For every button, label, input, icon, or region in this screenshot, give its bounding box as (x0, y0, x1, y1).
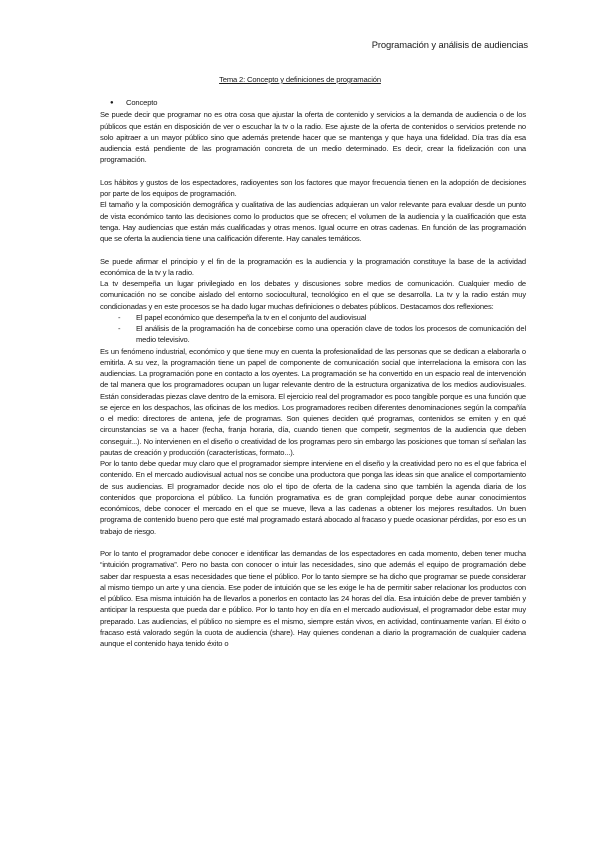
list-item-text: El análisis de la programación ha de concebirse como una operación clave de todos los procesos de comunicación del medio televisivo. (136, 324, 526, 345)
paragraph: Se puede decir que programar no es otra cosa que ajustar la oferta de contenido y servicios a la demanda de audiencia o de los públicos que están en disposición de ver o escuchar la tv o la radio. Ese ajuste de la oferta de contenidos o servicios pretende no solo apitraer a un mayor público sino que además pretende hacer que se mantenga y que haya una fidelidad. Día tras día esa audiencia está pendiente de las programación concreta de un medio determinado. Es decir, crear la fidelización con una programación. (100, 110, 526, 165)
list-item-text: El papel económico que desempeña la tv en el conjunto del audiovisual (136, 312, 367, 322)
paragraph: Se puede afirmar el principio y el fin de la programación es la audiencia y la programación constituye la base de la actividad económica de la tv y la radio. (100, 256, 526, 277)
dash-bullet: - (118, 312, 121, 322)
section-label: Concepto (126, 98, 158, 107)
paragraph: Es un fenómeno industrial, económico y que tiene muy en cuenta la profesionalidad de las personas que se dedican a elaborarla o emitirla. A su vez, la programación tiene un papel de componente de comunicación social que interrelaciona la emisora con las audiencias. La programación pone en contacto a los oyentes. La programación se ha convertido en un espacio real de intervención de tal manera que los programadores ocupan un lugar relevante dentro de la estructura organizativa de los medios audiovisuales. Están consideradas piezas clave dentro de la emisora. El ejercicio real del programador es poco tangible porque es una función que se ejerce en los despachos, las oficinas de los medios. Los programadores reciben diferentes denominaciones según la compañía o el medio: directores de antena, jefe de programas. Son quienes deciden qué programas, contenidos se emiten y en qué circunstancias se va a hacer (fecha, franja horaria, día, cuando tienen que competir, segmentos de la audiencia que deben conseguir...). No intervienen en el diseño o creatividad de los programas pero sin embargo las posiciones que toman sí señalan las pautas de creación y producción (características, formato...). (100, 346, 526, 457)
paragraph: Por lo tanto el programador debe conocer e identificar las demandas de los espectadores en cada momento, deben tener mucha “intuición programativa”. Pero no basta con conocer o intuir las necesidades, sino que además el equipo de programación debe saber dar respuesta a esas necesidades que tiene el público. Por lo tanto siempre se ha dicho que programar se puede considerar al mismo tiempo un arte y una ciencia. Ese poder de intuición que se les exige le ha de permitir saber relacionar los productos con el público. Esa misma intuición ha de llevarlos a ponerlos en contacto las 24 horas del día. Esa intuición debe de prever también y anticipar la respuesta que pueda dar e público. Por lo tanto hoy en día en el mercado audiovisual, el programador debe estar muy preparado. Las audiencias, el público no siempre es el mismo, siempre están vivos, en actividad, continuamente varían. El éxito o fracaso está valorado según la cuota de audiencia (share). Hay quienes condenan a diario la programación de cualquier cadena aunque el contenido haya tenido éxito o (100, 549, 526, 648)
paragraph-gap (100, 244, 526, 255)
list-item (100, 323, 526, 346)
paragraph: Los hábitos y gustos de los espectadores, radioyentes son los factores que mayor frecuencia tienen en la adopción de decisiones por parte de los equipos de programación. (100, 177, 526, 198)
document-title: Tema 2: Concepto y definiciones de programación (219, 75, 381, 84)
paragraph-gap (100, 166, 526, 177)
running-header: Programación y análisis de audiencias (371, 39, 528, 50)
paragraph: La tv desempeña un lugar privilegiado en los debates y discusiones sobre medios de comunicación. Cualquier medio de comunicación no se concibe aislado del entorno sociocultural, tecnológico en el que se desarrolla. La tv y la radio están muy condicionadas y en este procesos se ha dado lugar muchas definiciones o debates públicos. Destacamos dos reflexiones: (100, 279, 526, 311)
paragraph: El tamaño y la composición demográfica y cualitativa de las audiencias adquieran un valor relevante para evaluar desde un punto de vista económico tanto las decisiones como lo productos que se ofrecen; el volumen de la audiencia y la cualificación que esta tenga. Hay audiencias que están más cualificadas y otras menos. Igual ocurre en otras cadenas. En función de las programación que se oferta la audiencia tiene una calificación diferente. Hay canales temáticos. (100, 200, 526, 243)
reflections-list (100, 312, 526, 346)
list-item (100, 312, 526, 323)
dash-bullet: - (118, 324, 121, 333)
paragraph: Por lo tanto debe quedar muy claro que el programador siempre interviene en el diseño y la creatividad pero no es el que fabrica el contenido. En el mercado audiovisual actual nos se concibe una productora que ponga las ideas sin que analice el comportamiento de sus audiencias. El programador decide nos olo el tipo de oferta de la cadena sino que también la agenda diaria de los contenidos que proporciona el público. La función programativa es de gran complejidad porque debe aunar conocimientos económicos, debe conocer el mercado en el que se mueve, lleva a las cadenas a obtener los mejores resultados. Un buen programa de contenido bueno pero que esté mal programado estará abocado al fracaso y puede ocasionar pérdidas, por eso es un trabajo de riesgo. (100, 459, 526, 536)
document-body (100, 97, 526, 649)
paragraph-gap (100, 537, 526, 548)
section-heading (100, 97, 526, 109)
bullet-icon: ● (110, 100, 114, 106)
